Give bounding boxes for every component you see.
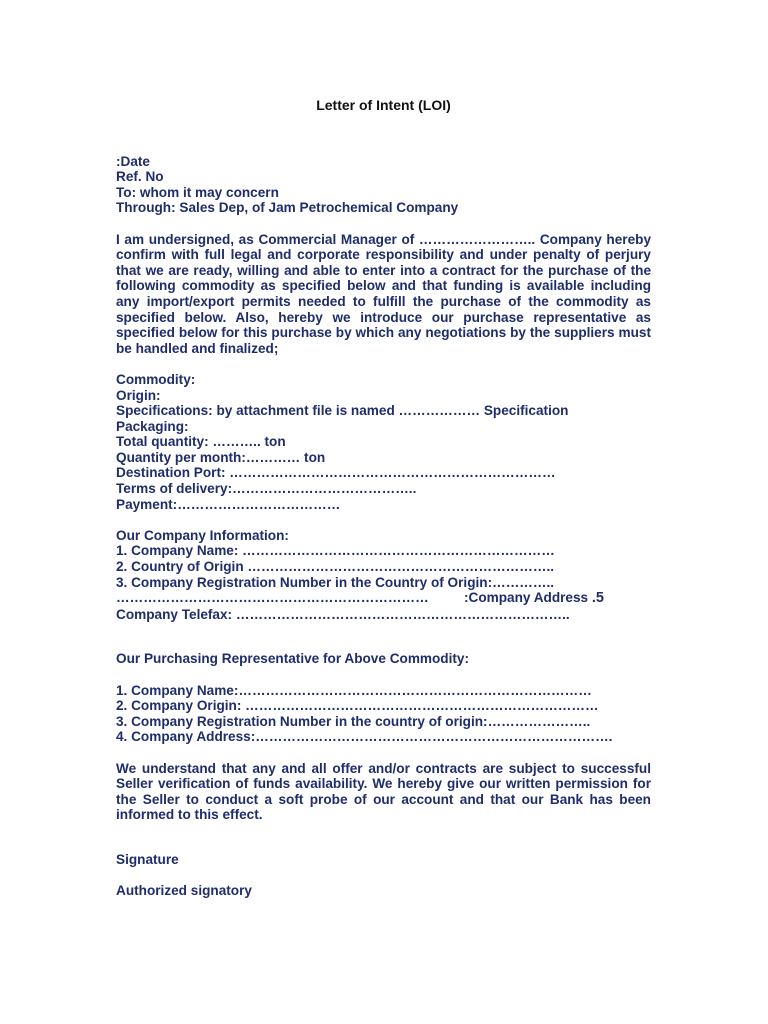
signature-label: Signature <box>116 851 179 867</box>
origin-line: Origin: <box>116 387 161 403</box>
header-block <box>116 154 651 216</box>
signature-block <box>116 852 651 899</box>
specifications-line: Specifications: by attachment file is named ……………… Specification <box>116 403 569 419</box>
commodity-block <box>116 372 651 512</box>
company-address-line <box>116 590 604 607</box>
company-info-block <box>116 528 651 623</box>
payment-line: Payment:……………………………… <box>116 496 341 512</box>
registration-number-line: 3. Company Registration Number in the Country of Origin:………….. <box>116 574 555 590</box>
rep-company-name-line: 1. Company Name:…………………………………………………………………… <box>116 682 592 698</box>
company-address-label: :Company Address <box>463 590 589 606</box>
date-line: :Date <box>116 153 150 169</box>
representative-block <box>116 651 651 745</box>
letter-page <box>116 98 651 899</box>
through-line: Through: Sales Dep, of Jam Petrochemical Company <box>116 200 459 216</box>
recipient-line: To: whom it may concern <box>116 184 279 200</box>
total-quantity-line: Total quantity: ……….. ton <box>116 434 286 450</box>
terms-of-delivery-line: Terms of delivery:………………………………….. <box>116 481 417 497</box>
document-title: Letter of Intent (LOI) <box>316 97 451 113</box>
company-name-line: 1. Company Name: …………………………………………………………… <box>116 543 555 559</box>
intro-paragraph: I am undersigned, as Commercial Manager of …………………….. Company hereby confirm with full legal and corporate responsibility and under penalty of perjury that we are ready, willing and able to enter into a contract for the purchase of the following commodity as specified below and that funding is available including any import/export permits needed to fulfill the purchase of the commodity as specified below. Also, hereby we introduce our purchase representative as specified below for this purchase by which any negotiations by the suppliers must be handled and finalized; <box>116 231 651 356</box>
company-info-heading: Our Company Information: <box>116 527 289 543</box>
rep-company-address-line: 4. Company Address:……………………………………………………………………. <box>116 729 613 745</box>
company-address-dots: …………………………………………………………… <box>116 590 429 606</box>
rep-company-origin-line: 2. Company Origin: …………………………………………………………………… <box>116 698 599 714</box>
company-address-number: .5 <box>591 590 604 607</box>
quantity-per-month-line: Quantity per month:………… ton <box>116 449 326 465</box>
ref-no-line: Ref. No <box>116 169 164 185</box>
commodity-line: Commodity: <box>116 371 196 387</box>
destination-port-line: Destination Port: ……………………………………………………………… <box>116 465 556 481</box>
authorized-signatory-label: Authorized signatory <box>116 883 252 899</box>
company-address-label-wrap <box>464 590 604 607</box>
company-telefax-line: Company Telefax: ……………………………………………………………….. <box>116 606 570 622</box>
rep-registration-line: 3. Company Registration Number in the country of origin:………………….. <box>116 713 591 729</box>
country-of-origin-line: 2. Country of Origin ………………………………………………………….. <box>116 559 555 575</box>
closing-paragraph: We understand that any and all offer and/or contracts are subject to successful Seller verification of funds availability. We hereby give our written permission for the Seller to conduct a soft probe of our account and that our Bank has been informed to this effect. <box>116 760 651 823</box>
packaging-line: Packaging: <box>116 418 189 434</box>
representative-heading: Our Purchasing Representative for Above Commodity: <box>116 651 469 667</box>
